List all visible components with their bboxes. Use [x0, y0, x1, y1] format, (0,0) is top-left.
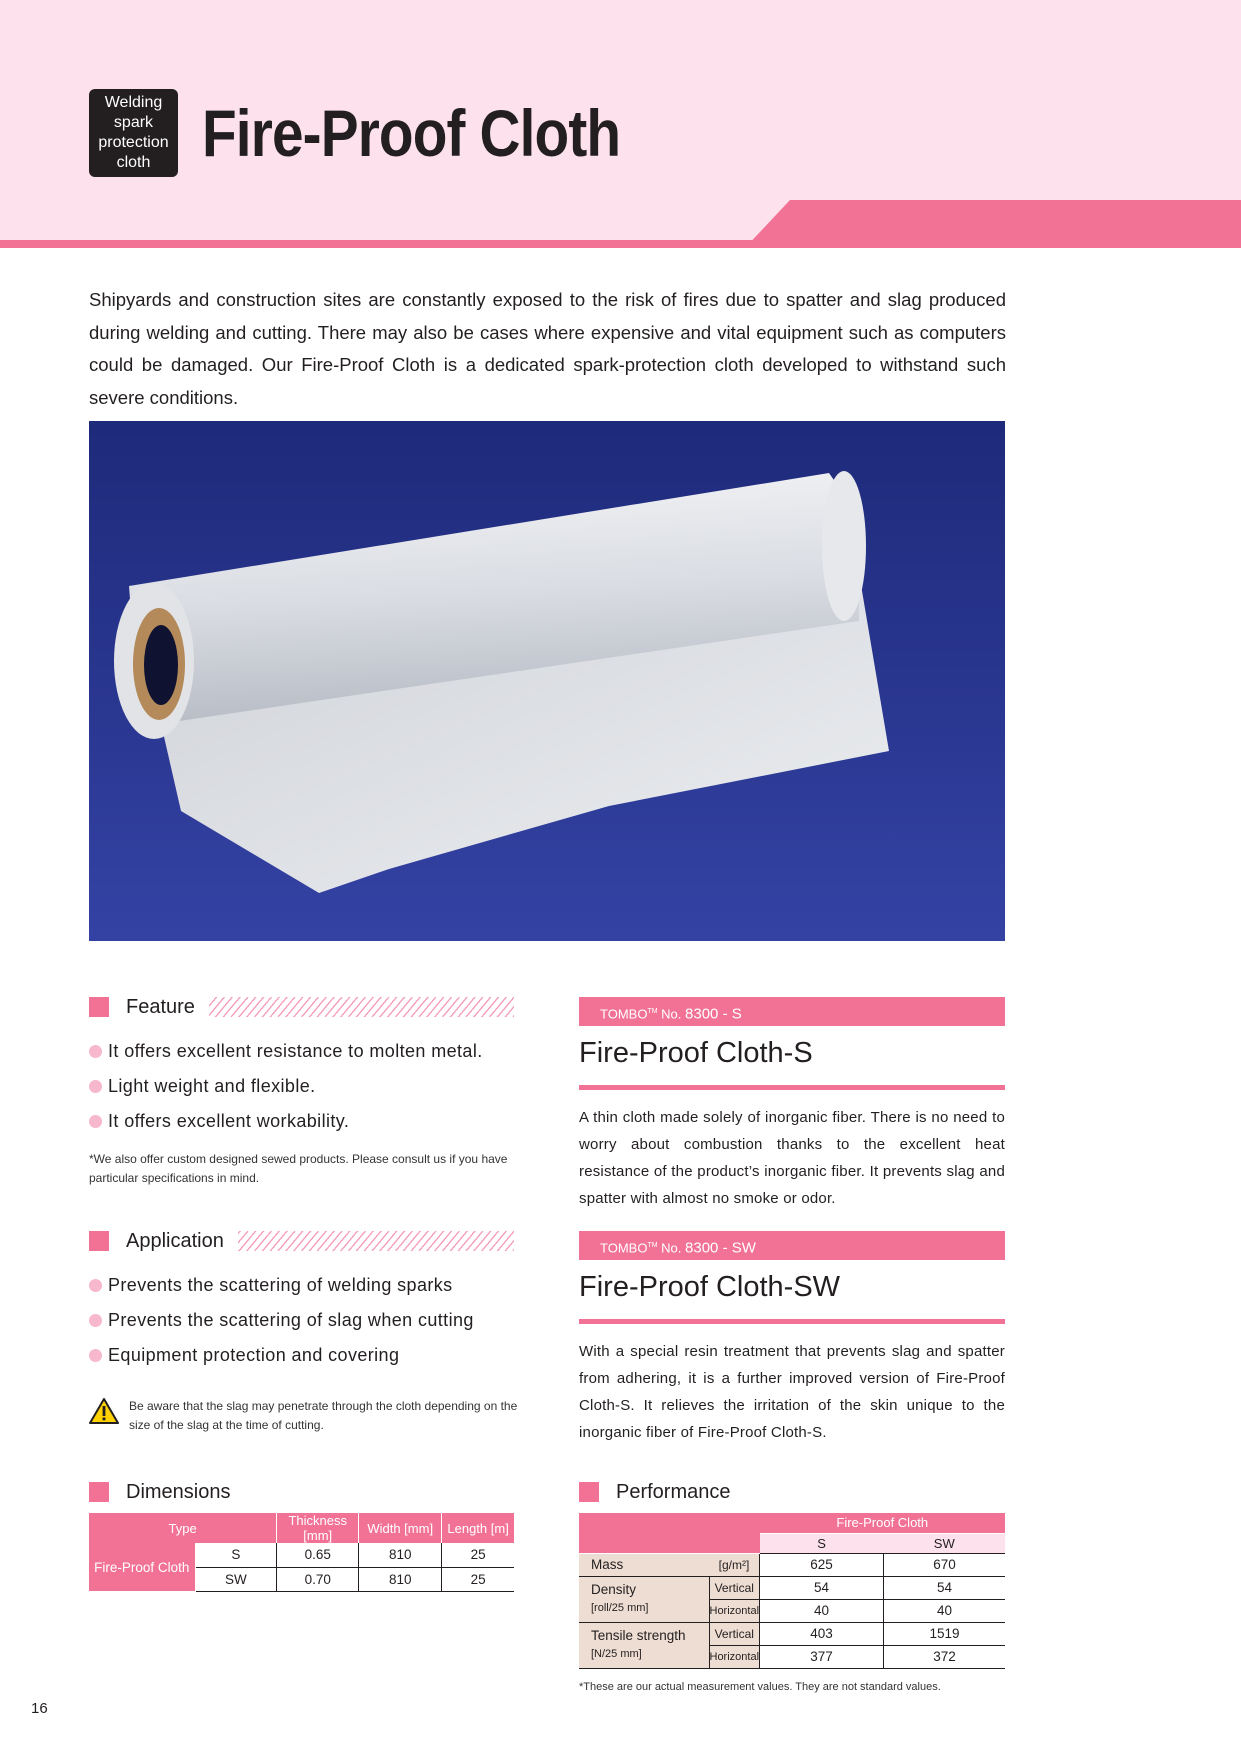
table-row: Horizontal 40 40: [579, 1599, 1005, 1622]
list-item: It offers excellent resistance to molten metal.: [89, 1039, 483, 1074]
feature-list: [89, 1039, 483, 1144]
performance-heading: Performance: [579, 1479, 1005, 1505]
column-group-header: Fire-Proof Cloth: [760, 1513, 1005, 1533]
application-list: [89, 1273, 474, 1378]
product-name: Fire-Proof Cloth-SW: [579, 1271, 841, 1303]
column-header: SW: [884, 1533, 1005, 1553]
section-square-icon: [579, 1482, 599, 1502]
product-number-tag: TOMBO™ No. 8300 - S: [579, 997, 1005, 1026]
list-item: Prevents the scattering of slag when cutting: [89, 1308, 474, 1343]
table-row: Tensile strength [N/25 mm] Vertical 403 1519: [579, 1622, 1005, 1645]
product-cell: Fire-Proof Cloth: [89, 1543, 195, 1591]
cloth-roll-illustration: [89, 421, 1005, 941]
column-header: Length [m]: [442, 1513, 514, 1543]
product-divider: [579, 1085, 1005, 1090]
table-row: SW 0.70 810 25: [89, 1567, 514, 1591]
list-item: Prevents the scattering of welding sparks: [89, 1273, 474, 1308]
section-square-icon: [89, 1231, 109, 1251]
section-square-icon: [89, 997, 109, 1017]
header-accent-bar: [0, 240, 1241, 248]
hatch-decoration: [238, 1231, 514, 1251]
dimensions-table: [89, 1513, 514, 1592]
product-divider: [579, 1319, 1005, 1324]
section-square-icon: [89, 1482, 109, 1502]
performance-table: [579, 1513, 1005, 1669]
table-row: Horizontal 377 372: [579, 1645, 1005, 1668]
table-row: Fire-Proof Cloth S 0.65 810 25: [89, 1543, 514, 1567]
column-header: S: [760, 1533, 884, 1553]
feature-heading: Feature: [89, 994, 514, 1020]
feature-note: *We also offer custom designed sewed products. Please consult us if you have particular specifications in mind.: [89, 1152, 508, 1185]
intro-paragraph: Shipyards and construction sites are constantly exposed to the risk of fires due to spatter and slag produced during welding and cutting. There may also be cases where expensive and vital equipment such as computers could be damaged. Our Fire-Proof Cloth is a dedicated spark-protection cloth developed to withstand such severe conditions.: [89, 289, 1006, 408]
warning-note: Be aware that the slag may penetrate through the cloth depending on the size of the slag at the time of cutting.: [89, 1397, 519, 1435]
column-header: Type: [89, 1513, 277, 1543]
hatch-decoration: [209, 997, 514, 1017]
performance-note: *These are our actual measurement values. They are not standard values.: [579, 1681, 941, 1693]
list-item: It offers excellent workability.: [89, 1109, 483, 1144]
list-item: Light weight and flexible.: [89, 1074, 483, 1109]
category-badge: Welding spark protection cloth: [89, 89, 178, 177]
page-title: Fire-Proof Cloth: [202, 96, 621, 170]
product-description: With a special resin treatment that prevents slag and spatter from adhering, it is a further improved version of Fire-Proof Cloth-S. It relieves the irritation of the skin unique to the inorganic fiber of Fire-Proof Cloth-S.: [579, 1343, 1005, 1441]
column-header: Thickness [mm]: [277, 1513, 359, 1543]
product-photo: [89, 421, 1005, 941]
product-name: Fire-Proof Cloth-S: [579, 1037, 813, 1069]
warning-icon: [89, 1397, 119, 1425]
application-heading: Application: [89, 1228, 514, 1254]
product-number-tag: TOMBO™ No. 8300 - SW: [579, 1231, 1005, 1260]
list-item: Equipment protection and covering: [89, 1343, 474, 1378]
column-header: Width [mm]: [359, 1513, 442, 1543]
dimensions-heading: Dimensions: [89, 1479, 514, 1505]
table-row: Density [roll/25 mm] Vertical 54 54: [579, 1576, 1005, 1599]
product-description: A thin cloth made solely of inorganic fiber. There is no need to worry about combustion thanks to the excellent heat resistance of the product’s inorganic fiber. It prevents slag and spatter with almost no smoke or odor.: [579, 1109, 1005, 1207]
table-row: Mass [g/m²] 625 670: [579, 1553, 1005, 1576]
page-number: 16: [31, 1700, 48, 1717]
